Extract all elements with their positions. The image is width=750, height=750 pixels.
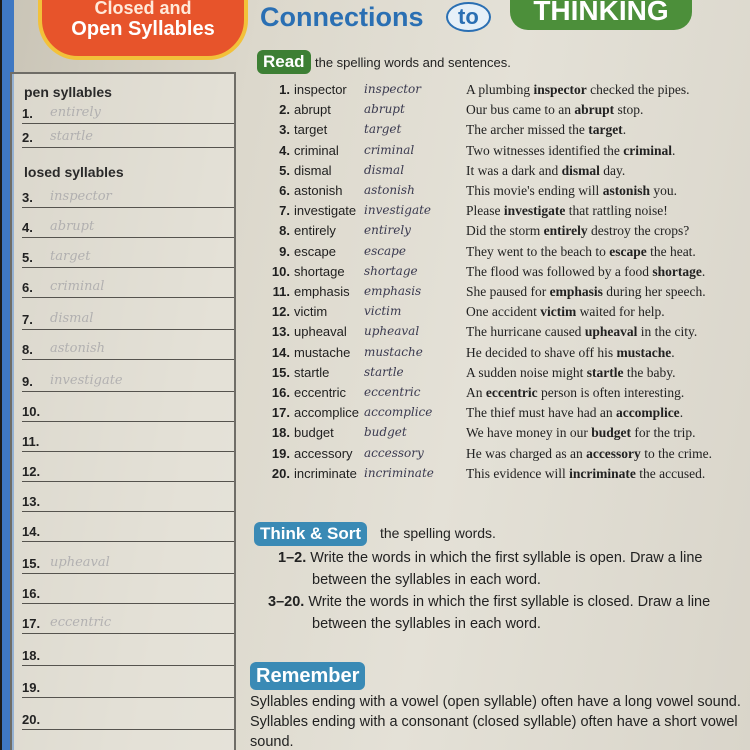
sentence-text-before: The flood was followed by a food [466,263,653,279]
sentence-text-after: . [672,142,676,158]
answer-line[interactable] [22,392,234,422]
lesson-title-banner [38,0,248,60]
example-sentence [466,345,675,361]
word-number: 5. [279,162,290,178]
word-row [268,102,748,122]
word-number: 16. [271,385,290,400]
word-row [268,183,748,203]
word-number: 20. [271,465,290,481]
sentence-spelling-word: criminal [623,142,673,158]
connections-heading: Connections [260,2,424,32]
answer-line-handwriting: target [50,249,91,264]
answer-line-number: 19. [22,680,41,695]
word-number: 3. [279,122,290,138]
sentence-text-before: The archer missed the [466,122,589,138]
example-sentence [466,122,626,138]
sentence-text-before: We have money in our [466,425,592,441]
sentence-spelling-word: abrupt [574,102,615,118]
answer-line-number: 20. [22,712,41,727]
sentence-text-after: . [622,122,627,138]
spelling-word: incriminate [294,465,357,481]
cursive-word: escape [364,243,406,258]
spelling-word: astonish [294,183,343,198]
sentence-spelling-word: eccentric [485,385,538,400]
sentence-text-after: person is often interesting. [537,385,685,400]
answer-line-handwriting: investigate [50,373,123,388]
example-sentence [466,223,689,239]
sentence-text-after: you. [649,183,677,198]
workbook-page [2,0,750,750]
answer-line[interactable] [22,238,234,268]
sort-item-2-cont: between the syllables in each word. [312,616,541,632]
example-sentence [466,183,677,199]
answer-line[interactable] [22,330,234,360]
answer-panel [10,72,236,750]
cursive-word: criminal [364,142,415,157]
example-sentence [466,82,689,98]
word-number: 14. [271,344,290,360]
answer-line[interactable] [22,636,234,666]
sentence-text-after: the baby. [623,364,676,380]
answer-line[interactable] [22,300,234,330]
remember-tag: Remember [250,662,365,690]
example-sentence [466,102,643,118]
sentence-text-after: the heat. [646,243,696,259]
example-sentence [466,466,705,482]
sentence-text-before: Did the storm [466,223,544,239]
sentence-text-after: destroy the crops? [587,223,690,239]
sentence-text-after: . [701,263,706,279]
word-row [268,122,748,142]
cursive-word: startle [364,364,404,379]
spelling-word: escape [294,243,336,259]
sentence-text-after: checked the pipes. [586,82,690,97]
example-sentence [466,143,675,159]
answer-line[interactable] [22,362,234,392]
sort-item-2 [268,594,710,610]
word-row [268,446,748,466]
to-heading: to [446,2,491,32]
example-sentence [466,365,675,381]
answer-line-number: 11. [22,434,40,449]
example-sentence [466,405,683,421]
word-number: 11. [272,284,290,299]
lesson-title-line2: Open Syllables [71,18,215,40]
cursive-word: target [364,122,402,137]
sentence-spelling-word: victim [540,304,577,320]
sentence-text-before: He decided to shave off his [466,344,617,360]
sentence-spelling-word: investigate [503,203,566,219]
answer-line-number: 4. [22,220,33,235]
closed-syllables-heading: losed syllables [24,164,124,180]
spelling-word: inspector [294,82,347,97]
word-row [268,264,748,284]
word-row [268,365,748,385]
sentence-text-before: An [466,385,486,400]
sort-item-1-line1: Write the words in which the first syllable is open. Draw a line [310,550,703,566]
answer-line[interactable] [22,604,234,634]
sentence-text-before: They went to the beach to [466,243,610,259]
answer-line[interactable] [22,512,234,542]
answer-line-handwriting: upheaval [50,555,110,570]
answer-line-number: 1. [22,106,33,121]
answer-line[interactable] [22,118,234,148]
answer-line-number: 12. [22,464,41,479]
lesson-title-line1: Closed and [94,0,192,18]
read-instruction: the spelling words and sentences. [315,55,511,70]
answer-line-handwriting: astonish [50,341,106,356]
read-tag: Read [257,50,311,74]
word-number: 9. [279,243,290,259]
sentence-text-after: during her speech. [602,284,706,299]
sentence-spelling-word: entirely [543,223,588,239]
spelling-word: entirely [294,223,336,239]
spelling-word: mustache [294,344,351,360]
spelling-word: victim [294,304,328,320]
answer-line[interactable] [22,422,234,452]
sentence-spelling-word: budget [591,425,632,441]
example-sentence [466,203,668,219]
sentence-text-before: Our bus came to an [466,102,575,118]
sentence-text-after: . [679,405,684,421]
sentence-spelling-word: emphasis [549,284,603,299]
spelling-word: target [294,122,328,138]
word-row [268,244,748,264]
answer-line-number: 3. [22,190,33,205]
word-number: 6. [279,183,290,198]
sort-item-1-cont: between the syllables in each word. [312,572,541,588]
word-row [268,466,748,486]
spelling-word: shortage [294,263,345,279]
word-number: 4. [279,142,290,158]
sentence-text-after: stop. [614,102,644,118]
cursive-word: accessory [364,445,424,460]
spelling-word: accomplice [294,405,360,421]
sentence-text-after: that rattling noise! [565,203,668,219]
word-row [268,345,748,365]
answer-line-number: 9. [22,374,33,389]
word-number: 17. [271,405,290,421]
cursive-word: eccentric [364,385,421,399]
word-row [268,385,748,405]
cursive-word: dismal [364,162,405,177]
sentence-spelling-word: shortage [652,263,702,279]
word-row [268,163,748,183]
word-number: 2. [279,102,290,118]
example-sentence [466,385,684,401]
sentence-text-after: in the city. [637,324,698,340]
word-row [268,284,748,304]
spelling-word: investigate [294,203,357,219]
word-number: 8. [279,223,290,239]
answer-line-number: 10. [22,404,41,419]
sentence-text-after: . [671,344,675,360]
spelling-word: startle [294,364,330,380]
cursive-word: mustache [364,344,423,359]
sort-item-1-num: 1–2. [278,550,307,566]
answer-line-number: 6. [22,280,33,295]
sentence-text-before: The thief must have had an [466,405,616,421]
word-row [268,203,748,223]
answer-line-number: 5. [22,250,33,265]
answer-line-number: 2. [22,130,33,145]
sentence-text-after: day. [599,162,626,178]
word-number: 18. [271,425,290,441]
sentence-spelling-word: inspector [533,82,587,97]
example-sentence [466,163,625,179]
example-sentence [466,425,696,441]
sentence-text-before: It was a dark and [466,162,562,178]
cursive-word: shortage [364,263,418,278]
sentence-text-before: Please [466,203,504,219]
open-syllables-heading: pen syllables [24,84,112,100]
think-sort-instruction: the spelling words. [380,525,496,541]
answer-line-number: 17. [22,616,41,631]
answer-line-number: 16. [22,586,41,601]
word-number: 15. [271,364,290,380]
example-sentence [466,264,705,280]
answer-line-handwriting: inspector [50,189,112,204]
spelling-word: emphasis [294,284,350,299]
answer-line[interactable] [22,482,234,512]
sentence-text-before: A sudden noise might [466,364,587,380]
example-sentence [466,284,706,300]
example-sentence [466,446,712,462]
answer-line-number: 18. [22,648,41,663]
spelling-word: criminal [294,142,339,158]
cursive-word: entirely [364,223,411,238]
answer-line-handwriting: eccentric [50,615,112,630]
word-number: 13. [271,324,290,340]
sentence-spelling-word: startle [586,364,624,380]
word-row [268,405,748,425]
remember-text: Syllables ending with a vowel (open syllable) often have a long vowel sound. Syllables ending with a consonant (closed syllable) often have a short vowel sound. [250,694,741,750]
sentence-spelling-word: escape [609,243,647,259]
sentence-text-after: the accused. [635,465,706,481]
sentence-spelling-word: accomplice [615,405,680,421]
answer-line-number: 13. [22,494,41,509]
word-number: 1. [279,82,290,97]
spelling-word: upheaval [294,324,347,340]
sort-item-1 [278,550,702,566]
cursive-word: investigate [364,203,432,218]
word-row [268,223,748,243]
answer-line-number: 14. [22,524,41,539]
spelling-word: dismal [294,162,332,178]
sentence-text-after: waited for help. [576,304,665,320]
answer-line-handwriting: startle [50,129,93,144]
cursive-word: incriminate [364,465,434,480]
sentence-text-after: for the trip. [631,425,696,441]
sentence-text-before: A plumbing [466,82,534,97]
sentence-spelling-word: upheaval [584,324,638,340]
word-number: 10. [271,263,290,279]
cursive-word: astonish [364,183,415,197]
word-number: 12. [271,304,290,320]
sentence-spelling-word: dismal [561,162,600,178]
example-sentence [466,304,665,320]
sentence-text-before: She paused for [466,284,550,299]
sentence-text-before: This evidence will [466,465,570,481]
cursive-word: emphasis [364,284,422,298]
cursive-word: accomplice [364,405,433,420]
answer-line[interactable] [22,452,234,482]
answer-line[interactable] [22,700,234,730]
sentence-spelling-word: mustache [616,344,672,360]
spelling-word: budget [294,425,334,441]
answer-line[interactable] [22,544,234,574]
word-row [268,304,748,324]
sentence-text-before: He was charged as an [466,445,587,461]
sentence-spelling-word: astonish [602,183,650,198]
cursive-word: abrupt [364,102,405,117]
answer-line-number: 8. [22,342,33,357]
cursive-word: upheaval [364,324,420,339]
answer-line-handwriting: entirely [50,105,101,120]
answer-line-number: 15. [22,556,41,571]
example-sentence [466,324,697,340]
answer-line[interactable] [22,668,234,698]
word-row [268,425,748,445]
answer-line[interactable] [22,208,234,238]
think-sort-tag: Think & Sort [254,522,367,546]
sentence-spelling-word: incriminate [569,465,636,481]
thinking-heading: THINKING [510,0,692,30]
cursive-word: inspector [364,82,422,96]
sentence-text-before: Two witnesses identified the [466,142,624,158]
example-sentence [466,244,696,260]
word-row [268,324,748,344]
spelling-word: accessory [294,445,353,461]
sentence-spelling-word: target [588,122,623,138]
sort-item-2-line1: Write the words in which the first syllable is closed. Draw a line [308,594,711,610]
sentence-text-after: to the crime. [640,445,713,461]
sentence-text-before: This movie's ending will [466,183,603,198]
word-number: 19. [271,445,290,461]
spelling-word: abrupt [294,102,331,118]
answer-line-number: 7. [22,312,33,327]
word-row [268,82,748,102]
word-number: 7. [279,203,290,219]
sentence-spelling-word: accessory [586,445,641,461]
word-row [268,143,748,163]
sentence-text-before: The hurricane caused [466,324,585,340]
answer-line[interactable] [22,574,234,604]
sentence-text-before: One accident [466,304,541,320]
sort-item-2-num: 3–20. [268,594,305,610]
answer-line-handwriting: abrupt [50,219,95,234]
spelling-word: eccentric [294,385,347,400]
answer-line[interactable] [22,178,234,208]
answer-line-handwriting: dismal [50,311,94,326]
cursive-word: victim [364,304,402,319]
answer-line-handwriting: criminal [50,279,105,294]
cursive-word: budget [364,425,407,440]
answer-line[interactable] [22,268,234,298]
